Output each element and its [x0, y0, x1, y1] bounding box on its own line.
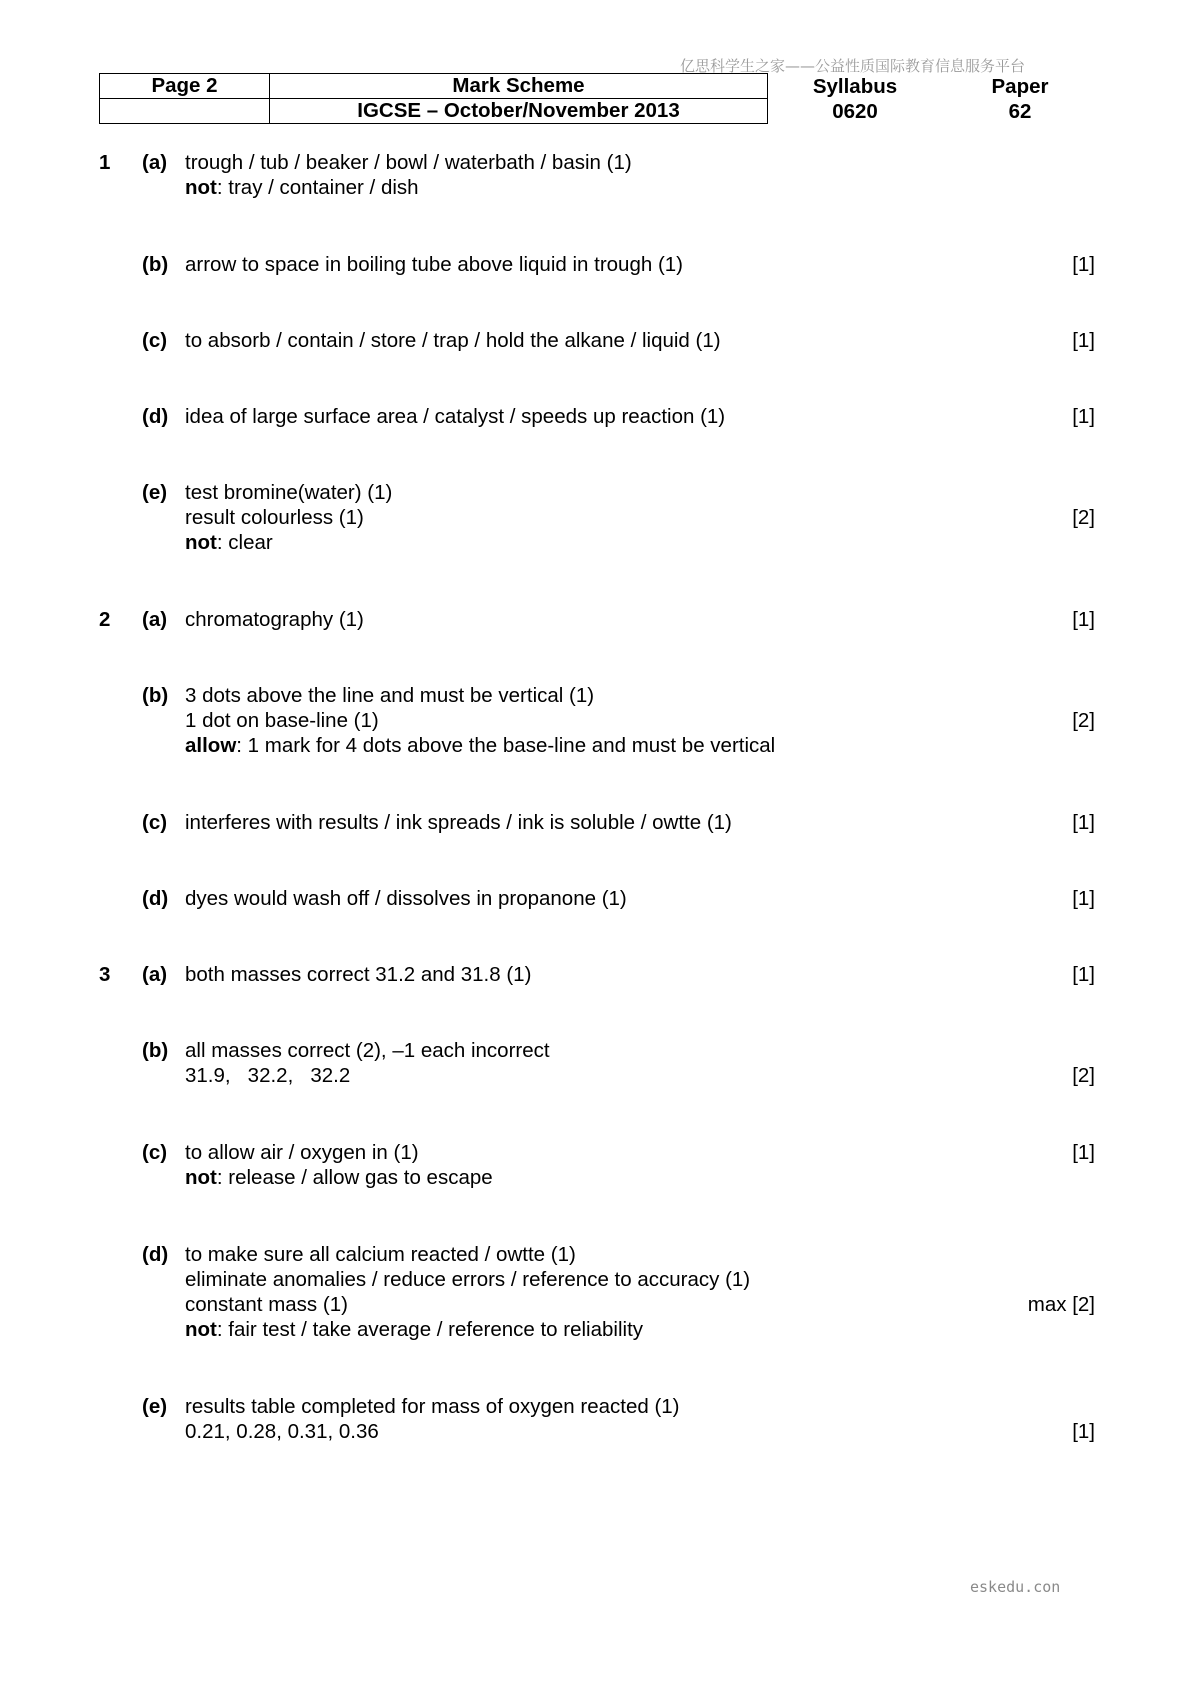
not-label: not — [185, 1318, 217, 1341]
part-label: (c) — [142, 811, 168, 834]
answer-line: idea of large surface area / catalyst / speeds up reaction (1) — [185, 405, 726, 428]
answer-line: 1 dot on base-line (1) — [185, 709, 379, 732]
answer-line: result colourless (1) — [185, 506, 364, 529]
mark-value: [1] — [1072, 963, 1095, 986]
question-number: 1 — [99, 151, 111, 174]
syllabus-label: Syllabus — [812, 75, 898, 98]
answer-line: test bromine(water) (1) — [185, 481, 393, 504]
paper-value: 62 — [1008, 100, 1032, 123]
answer-line: 3 dots above the line and must be vertical (1) — [185, 684, 595, 707]
question-number: 2 — [99, 608, 111, 631]
part-label: (c) — [142, 1141, 168, 1164]
allow-label: allow — [185, 734, 237, 757]
mark-value: [1] — [1072, 608, 1095, 631]
part-label: (b) — [142, 684, 169, 707]
mark-value: [1] — [1072, 1420, 1095, 1443]
document-title: Mark Scheme — [270, 74, 768, 99]
question-number: 3 — [99, 963, 111, 986]
paper-label: Paper — [991, 75, 1049, 98]
part-label: (b) — [142, 253, 169, 276]
header-table — [99, 73, 768, 124]
answer-line: : 1 mark for 4 dots above the base-line and must be vertical — [236, 734, 776, 757]
answer-line: : fair test / take average / reference to reliability — [216, 1318, 644, 1341]
mark-value: [1] — [1072, 405, 1095, 428]
part-label: (e) — [142, 481, 168, 504]
answer-line: 31.9, 32.2, 32.2 — [185, 1064, 351, 1087]
answer-line: : release / allow gas to escape — [216, 1166, 493, 1189]
answer-line: all masses correct (2), –1 each incorrect — [185, 1039, 550, 1062]
mark-value: [1] — [1072, 253, 1095, 276]
part-label: (d) — [142, 887, 169, 910]
not-label: not — [185, 176, 217, 199]
footer-site: eskedu.con — [970, 1578, 1061, 1596]
answer-line: to absorb / contain / store / trap / hold the alkane / liquid (1) — [185, 329, 721, 352]
document-subtitle: IGCSE – October/November 2013 — [270, 99, 768, 124]
answer-line: both masses correct 31.2 and 31.8 (1) — [185, 963, 532, 986]
answer-line: dyes would wash off / dissolves in propanone (1) — [185, 887, 627, 910]
part-label: (c) — [142, 329, 168, 352]
answer-line: 0.21, 0.28, 0.31, 0.36 — [185, 1420, 379, 1443]
part-label: (d) — [142, 1243, 169, 1266]
mark-value: [2] — [1072, 506, 1095, 529]
not-label: not — [185, 531, 217, 554]
watermark: 亿思科学生之家——公益性质国际教育信息服务平台 — [680, 57, 1026, 75]
syllabus-block — [800, 74, 910, 124]
mark-value: [1] — [1072, 811, 1095, 834]
paper-block — [965, 74, 1075, 124]
answer-line: to allow air / oxygen in (1) — [185, 1141, 419, 1164]
part-label: (b) — [142, 1039, 169, 1062]
part-label: (a) — [142, 963, 168, 986]
page-number: Page 2 — [100, 74, 270, 99]
part-label: (a) — [142, 608, 168, 631]
answer-line: constant mass (1) — [185, 1293, 348, 1316]
empty-cell — [100, 99, 270, 124]
answer-line: : clear — [216, 531, 273, 554]
part-label: (a) — [142, 151, 168, 174]
mark-value: [1] — [1072, 329, 1095, 352]
answer-line: interferes with results / ink spreads / ink is soluble / owtte (1) — [185, 811, 732, 834]
part-label: (e) — [142, 1395, 168, 1418]
answer-line: to make sure all calcium reacted / owtte (1) — [185, 1243, 576, 1266]
syllabus-value: 0620 — [832, 100, 878, 123]
answer-line: results table completed for mass of oxygen reacted (1) — [185, 1395, 680, 1418]
part-label: (d) — [142, 405, 169, 428]
mark-value: [1] — [1072, 1141, 1095, 1164]
answer-line: trough / tub / beaker / bowl / waterbath / basin (1) — [185, 151, 632, 174]
answer-line: eliminate anomalies / reduce errors / reference to accuracy (1) — [185, 1268, 751, 1291]
answer-line: arrow to space in boiling tube above liquid in trough (1) — [185, 253, 683, 276]
mark-value: [2] — [1072, 1064, 1095, 1087]
answer-line: chromatography (1) — [185, 608, 364, 631]
not-label: not — [185, 1166, 217, 1189]
mark-value: [1] — [1072, 887, 1095, 910]
answer-line: : tray / container / dish — [216, 176, 419, 199]
mark-value: [2] — [1072, 709, 1095, 732]
mark-value: max [2] — [1027, 1293, 1095, 1316]
